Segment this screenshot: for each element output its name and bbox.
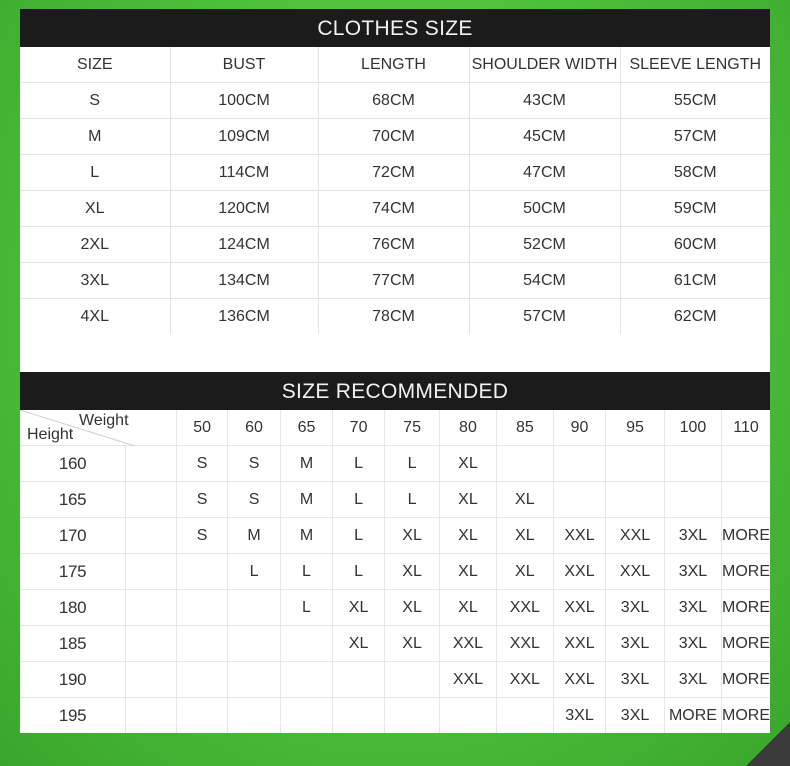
recommend-cell: XXL (496, 590, 553, 626)
size-cell: M (20, 119, 170, 155)
size-cell: 4XL (20, 299, 170, 335)
size-cell: 109CM (170, 119, 318, 155)
height-cell: 195 (20, 698, 126, 734)
recommend-cell (332, 662, 384, 698)
recommend-cell: L (332, 518, 384, 554)
size-cell: XL (20, 191, 170, 227)
recommend-cell (606, 482, 665, 518)
recommend-cell: XXL (496, 662, 553, 698)
recommend-cell: L (332, 482, 384, 518)
recommend-cell: 3XL (664, 590, 721, 626)
height-axis-label: Height (27, 426, 74, 443)
corner-decoration (746, 722, 790, 766)
size-header-cell: SIZE (20, 47, 170, 83)
recommend-cell (664, 446, 721, 482)
recommend-cell (177, 662, 228, 698)
size-row (20, 263, 770, 299)
size-cell: 72CM (318, 155, 469, 191)
size-cell: 45CM (469, 119, 620, 155)
recommend-cell: M (281, 482, 333, 518)
recommend-cell (177, 554, 228, 590)
recommend-cell: M (228, 518, 281, 554)
recommend-cell: S (177, 518, 228, 554)
recommend-cell: 3XL (553, 698, 605, 734)
recommend-cell: XL (496, 518, 553, 554)
weight-cell: 60 (228, 410, 281, 446)
recommend-cell (177, 590, 228, 626)
recommend-cell: 3XL (664, 518, 721, 554)
size-cell: S (20, 83, 170, 119)
weight-cell: 100 (664, 410, 721, 446)
size-cell: 61CM (620, 263, 770, 299)
recommend-cell (606, 446, 665, 482)
size-header-cell: LENGTH (318, 47, 469, 83)
recommend-cell: XXL (553, 518, 605, 554)
recommend-row (20, 626, 770, 662)
weight-cell: 70 (332, 410, 384, 446)
recommend-cell (228, 590, 281, 626)
size-cell: 47CM (469, 155, 620, 191)
size-cell: 3XL (20, 263, 170, 299)
recommend-cell: L (281, 590, 333, 626)
height-cell: 185 (20, 626, 126, 662)
size-header-cell: SLEEVE LENGTH (620, 47, 770, 83)
recommend-row (20, 446, 770, 482)
height-gap-cell (126, 698, 177, 734)
size-cell: 60CM (620, 227, 770, 263)
recommend-cell: XL (496, 482, 553, 518)
recommend-cell (177, 626, 228, 662)
size-cell: 74CM (318, 191, 469, 227)
size-row (20, 119, 770, 155)
size-cell: 124CM (170, 227, 318, 263)
recommend-cell: L (228, 554, 281, 590)
recommend-cell (722, 446, 771, 482)
recommend-cell (177, 698, 228, 734)
weight-cell: 80 (440, 410, 497, 446)
recommend-cell: XL (385, 626, 440, 662)
size-chart-card (20, 9, 770, 733)
clothes-size-table (20, 47, 770, 334)
recommend-cell: XXL (440, 626, 497, 662)
recommend-cell (722, 482, 771, 518)
size-row (20, 155, 770, 191)
size-cell: 59CM (620, 191, 770, 227)
recommend-cell: S (228, 482, 281, 518)
recommend-cell (281, 698, 333, 734)
size-recommended-table (20, 410, 770, 733)
recommend-cell: 3XL (664, 554, 721, 590)
recommend-row (20, 590, 770, 626)
recommend-cell: XXL (496, 626, 553, 662)
recommend-cell: XL (332, 626, 384, 662)
height-weight-corner-cell (20, 410, 177, 446)
recommend-cell: XXL (606, 554, 665, 590)
height-cell: 180 (20, 590, 126, 626)
recommend-cell (440, 698, 497, 734)
recommend-cell: XXL (553, 662, 605, 698)
size-cell: 70CM (318, 119, 469, 155)
recommend-cell: XL (440, 446, 497, 482)
weight-cell: 75 (385, 410, 440, 446)
size-cell: 2XL (20, 227, 170, 263)
recommend-cell: XL (385, 554, 440, 590)
recommend-cell: L (281, 554, 333, 590)
recommend-cell: XL (440, 518, 497, 554)
weight-cell: 90 (553, 410, 605, 446)
recommend-cell (553, 482, 605, 518)
size-cell: 136CM (170, 299, 318, 335)
recommend-cell: MORE (722, 554, 771, 590)
height-gap-cell (126, 482, 177, 518)
size-row (20, 83, 770, 119)
size-cell: 57CM (469, 299, 620, 335)
size-row (20, 191, 770, 227)
height-gap-cell (126, 626, 177, 662)
recommend-cell: XL (440, 554, 497, 590)
size-cell: 54CM (469, 263, 620, 299)
weight-cell: 85 (496, 410, 553, 446)
recommend-cell (228, 698, 281, 734)
recommend-cell: XL (440, 482, 497, 518)
height-gap-cell (126, 518, 177, 554)
recommend-row (20, 698, 770, 734)
recommend-cell (385, 662, 440, 698)
recommend-cell: M (281, 518, 333, 554)
size-cell: L (20, 155, 170, 191)
recommend-cell: XL (385, 590, 440, 626)
recommend-cell (496, 446, 553, 482)
recommend-cell: XXL (553, 590, 605, 626)
recommend-row (20, 482, 770, 518)
height-gap-cell (126, 446, 177, 482)
size-cell: 58CM (620, 155, 770, 191)
recommend-cell: S (177, 446, 228, 482)
size-cell: 68CM (318, 83, 469, 119)
corner-diagonal (20, 410, 176, 445)
size-cell: 134CM (170, 263, 318, 299)
recommend-cell: XXL (553, 626, 605, 662)
size-cell: 62CM (673, 307, 717, 325)
recommend-cell (281, 626, 333, 662)
recommend-cell: XXL (440, 662, 497, 698)
height-cell: 190 (20, 662, 126, 698)
height-cell: 170 (20, 518, 126, 554)
size-header-cell: BUST (170, 47, 318, 83)
recommend-cell: XL (496, 554, 553, 590)
size-cell: 43CM (469, 83, 620, 119)
size-cell: 76CM (318, 227, 469, 263)
recommend-cell: MORE (722, 518, 771, 554)
recommend-cell: L (332, 554, 384, 590)
size-header-cell: SHOULDER WIDTH (469, 47, 620, 83)
recommend-cell: S (228, 446, 281, 482)
recommend-cell: XL (440, 590, 497, 626)
recommend-cell: MORE (722, 590, 771, 626)
weight-cell: 50 (177, 410, 228, 446)
recommend-cell: 3XL (606, 626, 665, 662)
weight-cell: 65 (281, 410, 333, 446)
recommend-cell: S (177, 482, 228, 518)
size-cell: 52CM (469, 227, 620, 263)
recommend-cell: XXL (553, 554, 605, 590)
size-header-row (20, 47, 770, 83)
recommend-cell: 3XL (606, 662, 665, 698)
size-row (20, 227, 770, 263)
size-cell: 77CM (318, 263, 469, 299)
recommend-cell: MORE (722, 626, 771, 662)
recommend-cell: MORE (722, 662, 771, 698)
weight-cell: 95 (606, 410, 665, 446)
recommend-cell: MORE (664, 698, 721, 734)
height-cell: 165 (20, 482, 126, 518)
recommend-cell: 3XL (664, 662, 721, 698)
recommend-cell: L (332, 446, 384, 482)
recommend-cell: MORE (722, 706, 770, 724)
size-cell: 114CM (170, 155, 318, 191)
recommend-cell: XL (385, 518, 440, 554)
clothes-size-title: CLOTHES SIZE (20, 9, 770, 47)
recommend-row (20, 518, 770, 554)
size-cell: 55CM (620, 83, 770, 119)
recommend-cell (332, 698, 384, 734)
recommend-cell: L (385, 482, 440, 518)
recommend-row (20, 554, 770, 590)
recommend-cell: 3XL (606, 590, 665, 626)
recommend-cell (664, 482, 721, 518)
recommend-cell (228, 662, 281, 698)
height-gap-cell (126, 662, 177, 698)
size-cell: 78CM (318, 299, 469, 335)
weight-header-row (20, 410, 770, 446)
recommend-row (20, 662, 770, 698)
size-recommended-title: SIZE RECOMMENDED (20, 372, 770, 410)
weight-axis-label: Weight (79, 412, 129, 429)
size-cell: 100CM (170, 83, 318, 119)
height-cell: 175 (20, 554, 126, 590)
size-cell: 50CM (469, 191, 620, 227)
recommend-cell: 3XL (606, 698, 665, 734)
recommend-cell: 3XL (664, 626, 721, 662)
size-cell: 120CM (170, 191, 318, 227)
recommend-cell (496, 698, 553, 734)
recommend-cell: M (281, 446, 333, 482)
recommend-cell: XL (332, 590, 384, 626)
size-row (20, 299, 770, 335)
height-cell: 160 (20, 446, 126, 482)
recommend-cell (228, 626, 281, 662)
recommend-cell (385, 698, 440, 734)
weight-cell: 110 (722, 410, 771, 446)
recommend-cell: L (385, 446, 440, 482)
height-gap-cell (126, 590, 177, 626)
recommend-cell (553, 446, 605, 482)
height-gap-cell (126, 554, 177, 590)
recommend-cell (281, 662, 333, 698)
size-cell: 57CM (620, 119, 770, 155)
recommend-cell: XXL (606, 518, 665, 554)
